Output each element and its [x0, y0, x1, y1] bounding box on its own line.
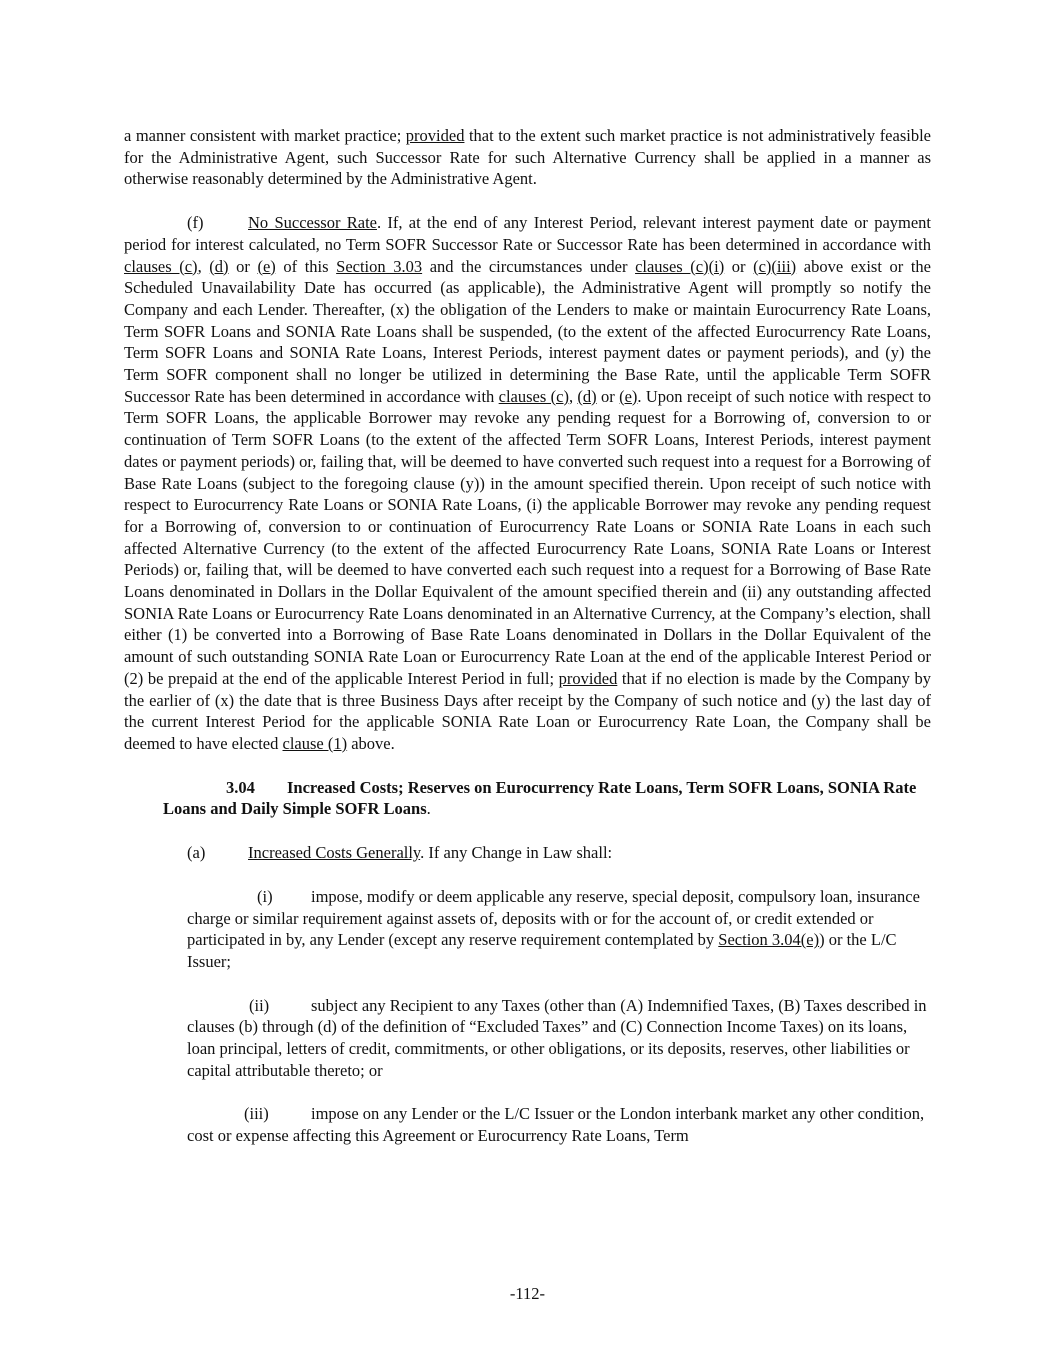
section-title-increased-costs: Increased Costs Generally: [248, 843, 421, 863]
paragraph-continuation: a manner consistent with market practice; provided that to the extent such market practice is not administratively feasible for the Administrative Agent, such Successor Rate for such Alternative Currency shall be applied in a manner as otherwise reasonably determined by the Administrative Agent.: [124, 126, 931, 189]
paragraph-a-increased-costs: (a) Increased Costs Generally. If any Change in Law shall:: [187, 843, 613, 863]
section-number: 3.04: [226, 777, 255, 797]
page-body: [124, 125, 931, 1147]
subclause-iii: (iii) impose on any Lender or the L/C Issuer or the London interbank market any other condition, cost or expense affecting this Agreement or Eurocurrency Rate Loans, Term: [187, 1104, 925, 1146]
provided-term: provided: [405, 126, 465, 145]
subclause-ii: (ii) subject any Recipient to any Taxes (other than (A) Indemnified Taxes, (B) Taxes described in clauses (b) through (d) of the definition of “Excluded Taxes” and (C) Connection Income Taxes) on its loans, loan principal, letters of credit, commitments, or other obligations, or its deposits, reserves, other liabilities or capital attributable thereto; or: [187, 995, 927, 1080]
ref-section-3-03: Section 3.03: [336, 256, 423, 276]
page-number: -112-: [509, 1284, 546, 1303]
subclause-label-iii: (iii): [244, 1104, 269, 1124]
ref-clauses-c: clauses (c): [124, 256, 198, 276]
ref-clause-1: clause (1): [282, 733, 348, 753]
clause-label-f: (f): [187, 213, 204, 233]
ref-clauses-c-2: clauses (c): [498, 386, 569, 406]
ref-clause-e: (e): [257, 256, 276, 276]
section-heading-3-04: 3.04 Increased Costs; Reserves on Eurocurrency Rate Loans, Term SOFR Loans, SONIA Rate Loans and Daily Simple SOFR Loans.: [163, 777, 917, 819]
section-heading-title: Increased Costs; Reserves on Eurocurrency Rate Loans, Term SOFR Loans, SONIA Rate Loans and Daily Simple SOFR Loans: [163, 777, 917, 819]
ref-clause-e-2: (e): [619, 386, 638, 406]
subclause-label-i: (i): [257, 886, 273, 906]
ref-clause-c-iii: (c)(iii): [753, 256, 797, 276]
ref-section-3-04-e: Section 3.04(e): [718, 930, 820, 950]
section-title-no-successor-rate: No Successor Rate: [248, 213, 377, 233]
clause-label-a: (a): [187, 843, 206, 863]
paragraph-f-no-successor-rate: (f) No Successor Rate. If, at the end of any Interest Period, relevant interest payment date or payment period for interest calculated, no Term SOFR Successor Rate or Successor Rate has been determined in accordance with clauses (c), (d) or (e) of this Section 3.03 and the circumstances under clauses (c)(i) or (c)(iii) above exist or the Scheduled Unavailability Date has occurred (as applicable), the Administrative Agent will promptly so notify the Company and each Lender. Thereafter, (x) the obligation of the Lenders to make or maintain Eurocurrency Rate Loans, Term SOFR Loans and SONIA Rate Loans shall be suspended, (to the extent of the affected Eurocurrency Rate Loans, Term SOFR Loans and SONIA Rate Loans, Interest Periods, interest payment dates or payment periods), and (y) the Term SOFR component shall no longer be utilized in determining the Base Rate, until the applicable Term SOFR Successor Rate has been determined in accordance with clauses (c), (d) or (e). Upon receipt of such notice with respect to Term SOFR Loans, the applicable Borrower may revoke any pending request for a Borrowing of, conversion to or continuation of Term SOFR Loans (to the extent of the affected Term SOFR Loans, Interest Periods, interest payment dates or payment periods) or, failing that, will be deemed to have converted such request into a request for a Borrowing of Base Rate Loans (subject to the foregoing clause (y)) in the amount specified therein. Upon receipt of such notice with respect to Eurocurrency Rate Loans or SONIA Rate Loans, (i) the applicable Borrower may revoke any pending request for a Borrowing of, conversion to or continuation of Eurocurrency Rate Loans or SONIA Rate Loans in each such affected Alternative Currency (to the extent of the affected Eurocurrency Rate Loans, SONIA Rate Loans or Interest Periods) or, failing that, will be deemed to have converted each such request into a request for a Borrowing of Base Rate Loans denominated in Dollars in the Dollar Equivalent of the amount specified therein and (ii) any outstanding affected SONIA Rate Loans or Eurocurrency Rate Loans denominated in an Alternative Currency, at the Company’s election, shall either (1) be converted into a Borrowing of Base Rate Loans denominated in Dollars in the Dollar Equivalent of the amount of such outstanding SONIA Rate Loan or Eurocurrency Rate Loan at the end of the applicable Interest Period or (2) be prepaid at the end of the applicable Interest Period in full; provided that if no election is made by the Company by the earlier of (x) the date that is three Business Days after receipt by the Company of such notice and (y) the last day of the current Interest Period for the applicable SONIA Rate Loan or Eurocurrency Rate Loan, the Company shall be deemed to have elected clause (1) above.: [124, 213, 932, 753]
subclause-i: (i) impose, modify or deem applicable any reserve, special deposit, compulsory loan, insurance charge or similar requirement against assets of, deposits with or for the account of, or credit extended or participated in by, any Lender (except any reserve requirement contemplated by Section 3.04(e)) or the L/C Issuer;: [187, 886, 920, 971]
ref-clause-d: (d): [209, 256, 229, 276]
ref-clause-d-2: (d): [577, 386, 597, 406]
subclause-label-ii: (ii): [249, 995, 270, 1015]
ref-clauses-c-i: clauses (c)(i): [635, 256, 725, 276]
provided-term-2: provided: [558, 668, 618, 688]
